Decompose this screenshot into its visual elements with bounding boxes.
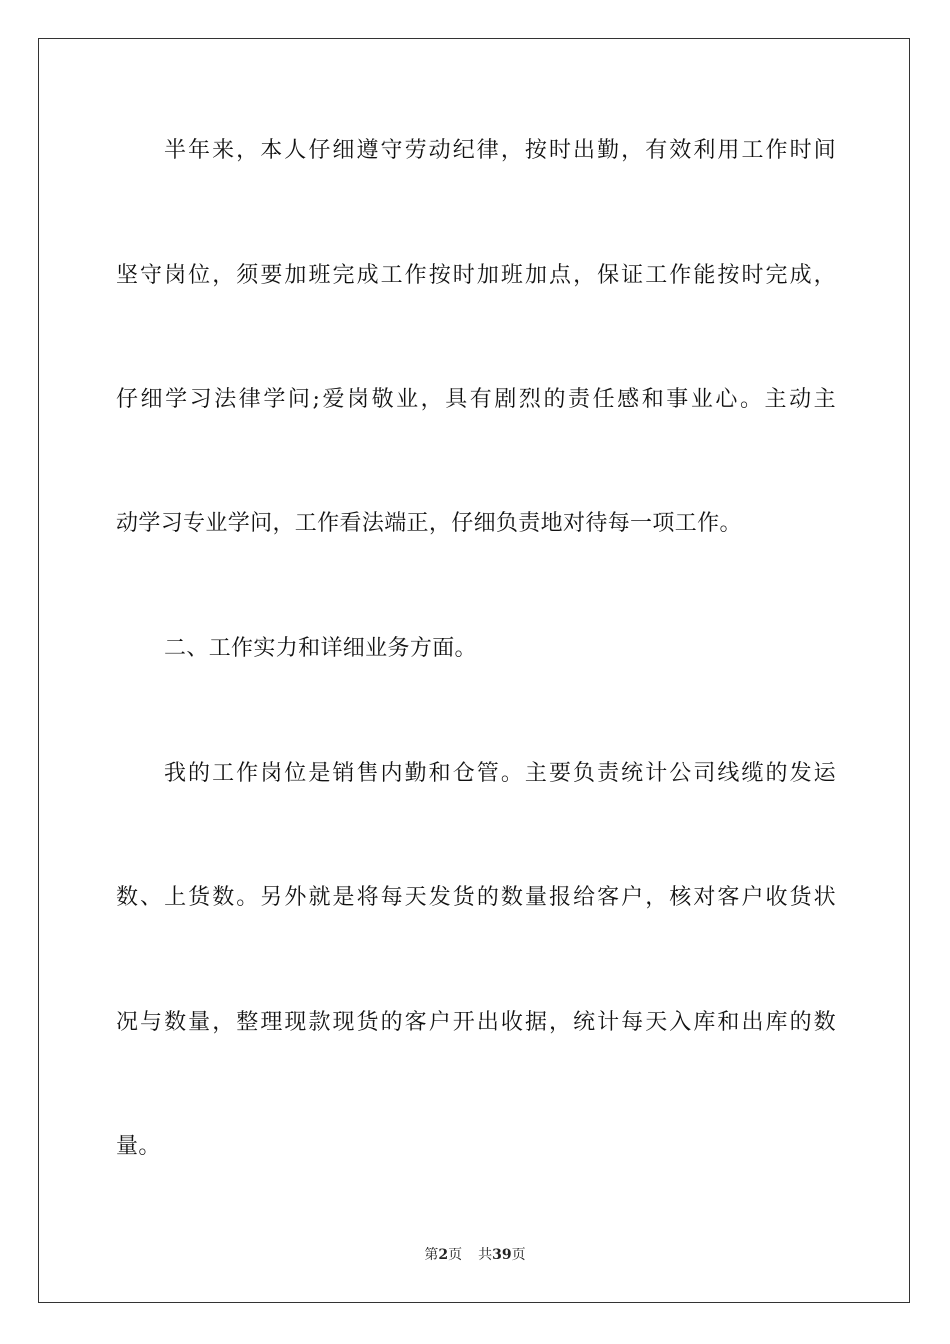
text-line-8: 况与数量，整理现款现货的客户开出收据，统计每天入库和出库的数 bbox=[116, 1010, 836, 1035]
text-line-6: 我的工作岗位是销售内勤和仓管。主要负责统计公司线缆的发运 bbox=[164, 761, 836, 786]
text-line-3: 仔细学习法律学问;爱岗敬业，具有剧烈的责任感和事业心。主动主 bbox=[116, 387, 836, 412]
page-footer bbox=[0, 1246, 950, 1264]
footer-total-prefix: 共 bbox=[478, 1247, 493, 1263]
footer-total-pages: 39 bbox=[492, 1247, 512, 1263]
footer-page-number: 2 bbox=[438, 1247, 449, 1263]
text-line-7: 数、上货数。另外就是将每天发货的数量报给客户，核对客户收货状 bbox=[116, 885, 836, 910]
text-line-1: 半年来，本人仔细遵守劳动纪律，按时出勤，有效利用工作时间 bbox=[164, 138, 836, 163]
text-line-2: 坚守岗位，须要加班完成工作按时加班加点，保证工作能按时完成， bbox=[116, 263, 836, 288]
text-line-9: 量。 bbox=[116, 1134, 161, 1159]
section-heading: 二、工作实力和详细业务方面。 bbox=[164, 636, 477, 661]
page-border bbox=[38, 38, 910, 1303]
footer-page-suffix: 页 bbox=[448, 1247, 463, 1263]
text-line-4: 动学习专业学问，工作看法端正，仔细负责地对待每一项工作。 bbox=[116, 511, 742, 536]
footer-page-prefix: 第 bbox=[424, 1247, 439, 1263]
footer-total-suffix: 页 bbox=[511, 1247, 526, 1263]
